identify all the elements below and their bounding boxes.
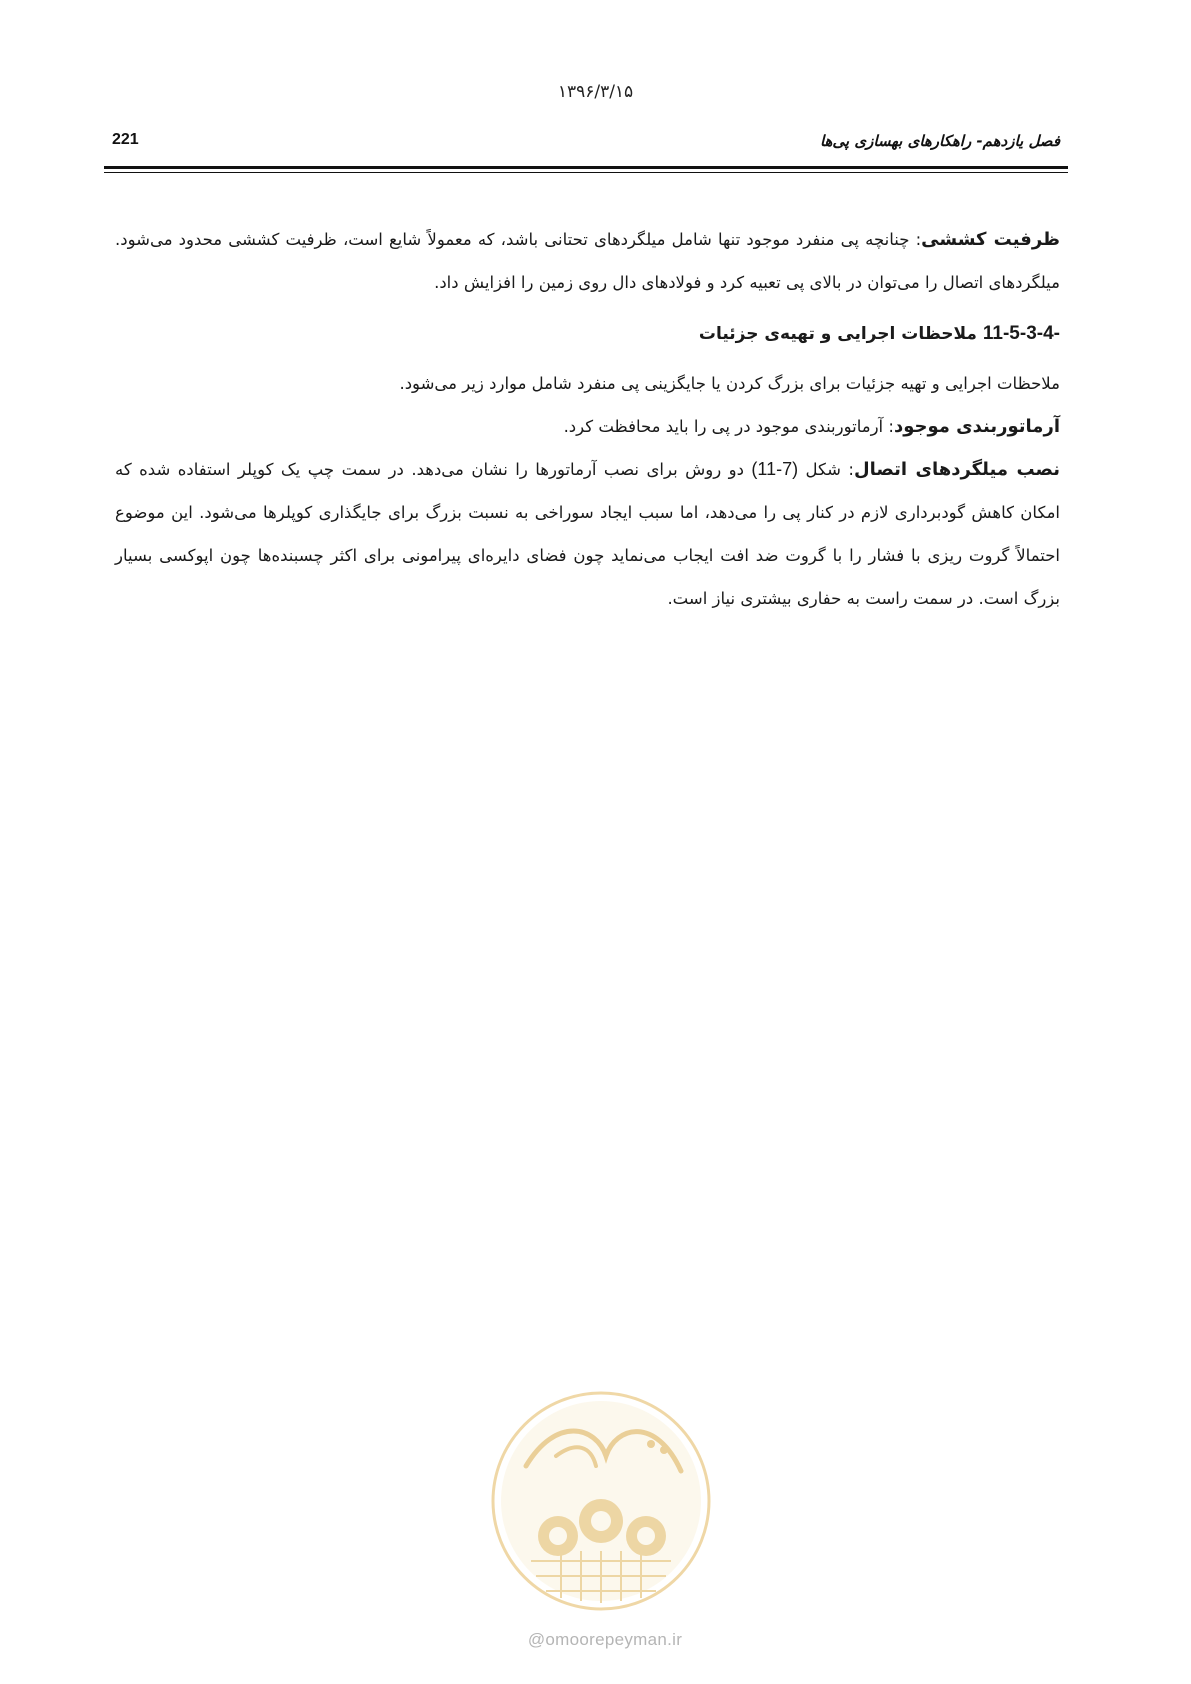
section-heading (115, 314, 1060, 354)
term-dowel-installation: نصب میلگردهای اتصال (853, 459, 1060, 480)
main-text (115, 218, 1060, 620)
paragraph-tensile-capacity (115, 218, 1060, 304)
paragraph-text: : آرماتوربندی موجود در پی را باید محافظت کرد. (563, 417, 894, 436)
watermark-logo (486, 1386, 716, 1616)
running-header (104, 128, 1060, 158)
watermark-url: @omoorepeyman.ir (527, 1630, 683, 1649)
date-stamp: ۱۳۹۶/۳/۱۵ (557, 82, 634, 102)
header-rule-thin (104, 172, 1068, 173)
paragraph-text: : چنانچه پی منفرد موجود تنها شامل میلگردهای تحتانی باشد، که معمولاً شایع است، ظرفیت کششی محدود می‌شود. میلگردهای اتصال را می‌توان در بالای پی تعبیه کرد و فولادهای دال روی زمین را افزایش داد. (115, 230, 1060, 292)
paragraph-text: دو روش برای نصب آرماتورها را نشان می‌دهد. در سمت چپ یک کوپلر استفاده شده که امکان کاهش گودبرداری لازم در کنار پی را می‌دهد، اما سبب ایجاد سوراخی به نسبت بزرگ برای جایگذاری کوپلرها می‌شود. این موضوع احتمالاً گروت ریزی با فشار را با گروت ضد افت ایجاب می‌نماید چون فضای دایره‌ای پیرامونی برای اکثر چسبنده‌ها چون اپوکسی بسیار بزرگ است. در سمت راست به حفاری بیشتری نیاز است. (115, 460, 1060, 608)
paragraph-dowel-installation (115, 448, 1060, 620)
figure-reference: (11-7) (751, 459, 799, 479)
chapter-title: فصل یازدهم- راهکارهای بهسازی پی‌ها (819, 132, 1060, 150)
paragraph-text: : شکل (798, 460, 854, 479)
section-title: ملاحظات اجرایی و تهیه‌ی جزئیات (698, 324, 983, 344)
term-tensile-capacity: ظرفیت کششی (921, 229, 1060, 250)
page-number: 221 (112, 131, 139, 148)
header-rule (104, 166, 1068, 169)
paragraph-existing-reinforcement (115, 405, 1060, 448)
section-number: 11-5-3-4- (982, 323, 1060, 344)
paragraph-intro (115, 362, 1060, 405)
paragraph-text: ملاحظات اجرایی و تهیه جزئیات برای بزرگ کردن یا جایگزینی پی منفرد شامل موارد زیر می‌شود. (399, 374, 1060, 393)
term-existing-reinforcement: آرماتوربندی موجود (893, 416, 1060, 437)
